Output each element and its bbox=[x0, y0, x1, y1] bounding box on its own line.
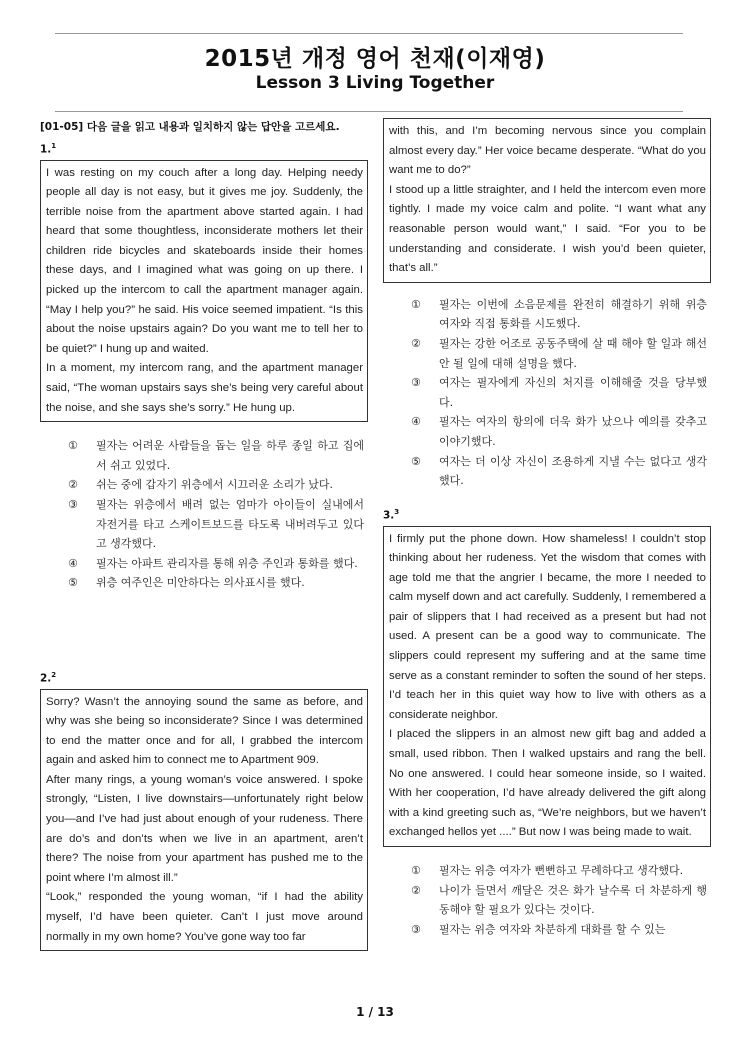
right-column bbox=[383, 118, 711, 491]
question-number: 3. bbox=[383, 509, 395, 522]
option-text: 필자는 위층에서 배려 없는 엄마가 아이들이 실내에서 자전거를 타고 스케이트보드를 타도록 내버려두고 있다고 생각했다. bbox=[96, 498, 364, 551]
option-text: 위층 여주인은 미안하다는 의사표시를 했다. bbox=[96, 576, 305, 590]
answer-option[interactable] bbox=[383, 295, 711, 334]
option-number: ③ bbox=[68, 498, 78, 511]
option-number: ② bbox=[411, 883, 421, 897]
question-number: 1. bbox=[40, 143, 52, 156]
question-1-options bbox=[40, 436, 368, 593]
option-text: 여자는 더 이상 자신이 조용하게 지낼 수는 없다고 생각했다. bbox=[439, 454, 707, 488]
passage-paragraph: I firmly put the phone down. How shameless! I couldn’t stop thinking about her rudeness. Yet the wisdom that comes with age told me that the angrier I became, the more I needed to calm myself down and act carefully. Suddenly, I remembered a pair of slippers that I had received as a present but had not used. A present can be a good way to communicate. The slippers could represent my suffering and at the same time serve as a constant reminder to soften the sound of her steps. I’d teach her in this quiet way how to live with others as a considerate neighbor. bbox=[389, 532, 706, 721]
question-2-passage bbox=[40, 689, 368, 952]
answer-option[interactable] bbox=[40, 475, 368, 495]
question-2-options bbox=[383, 295, 711, 491]
passage-paragraph: “Look,” responded the young woman, “if I had the ability myself, I’d have been quieter. Can’t I just move around normally in my own home? You’ve gone way too far bbox=[46, 891, 363, 943]
answer-option[interactable] bbox=[40, 573, 368, 593]
option-number: ① bbox=[411, 864, 421, 877]
answer-option[interactable] bbox=[383, 412, 711, 451]
option-text: 나이가 들면서 깨달은 것은 화가 날수록 더 차분하게 행동해야 할 필요가 있다는 것이다. bbox=[439, 883, 707, 917]
option-text: 필자는 아파트 관리자를 통해 위층 주인과 통화를 했다. bbox=[96, 556, 358, 570]
top-rule bbox=[55, 33, 683, 34]
page-number: 1 / 13 bbox=[356, 1005, 394, 1019]
passage-paragraph: I was resting on my couch after a long day. Helping needy people all day is not easy, but it gives me joy. Suddenly, the terrible noise from the apartment above started again. I had heard that some thoughtless, inconsiderate mothers let their children ride bicycles and skateboards inside their homes these days, and I imagined what was going on up there. I picked up the intercom to call the apartment manager again. “May I help you?” he said. His voice seemed impatient. “Is this about the noise upstairs again? Do you want me to tell her to be quiet?” I hung up and waited. bbox=[46, 166, 363, 355]
answer-option[interactable] bbox=[383, 881, 711, 920]
question-number: 2. bbox=[40, 672, 52, 685]
answer-option[interactable] bbox=[40, 436, 368, 475]
question-3-label bbox=[383, 503, 711, 526]
question-3-block bbox=[383, 503, 711, 939]
option-number: ② bbox=[68, 478, 78, 492]
answer-option[interactable] bbox=[40, 495, 368, 554]
passage-paragraph: Sorry? Wasn’t the annoying sound the same as before, and why was she being so inconsiderate? Since I was determined to end the matter once and for all, I grabbed the intercom again and asked him to connect me to Apartment 909. bbox=[46, 695, 363, 767]
option-number: ④ bbox=[68, 556, 78, 570]
page-title: 2015년 개정 영어 천재(이재영) bbox=[204, 46, 546, 72]
option-text: 쉬는 중에 갑자기 위층에서 시끄러운 소리가 났다. bbox=[96, 478, 333, 492]
answer-option[interactable] bbox=[383, 861, 711, 881]
option-text: 필자는 어려운 사람들을 돕는 일을 하루 종일 하고 집에서 쉬고 있었다. bbox=[96, 439, 364, 472]
option-number: ⑤ bbox=[68, 576, 78, 590]
option-text: 여자는 필자에게 자신의 처지를 이해해줄 것을 당부했다. bbox=[439, 376, 707, 409]
option-text: 필자는 이번에 소음문제를 완전히 해결하기 위해 위층 여자와 직접 통화를 시도했다. bbox=[439, 297, 707, 331]
footnote-mark: 1 bbox=[51, 142, 57, 150]
passage-paragraph: I stood up a little straighter, and I held the intercom even more tightly. I made my voice calm and polite. “I want what any reasonable person would want,” I said. “For you to be understanding and considerate. I wish you’d been quieter, that’s all.” bbox=[389, 183, 706, 275]
option-number: ④ bbox=[411, 415, 421, 429]
passage-paragraph: In a moment, my intercom rang, and the apartment manager said, “The woman upstairs says she’s being very careful about the noise, and she says she’s sorry.” He hung up. bbox=[46, 362, 363, 414]
option-number: ③ bbox=[411, 376, 421, 390]
question-1-passage bbox=[40, 160, 368, 423]
option-number: ① bbox=[68, 439, 78, 453]
option-number: ⑤ bbox=[411, 454, 421, 468]
option-text: 필자는 강한 어조로 공동주택에 살 때 해야 할 일과 해선 안 될 일에 대해 설명을 했다. bbox=[439, 336, 707, 370]
passage-paragraph: with this, and I’m becoming nervous since you complain almost every day.” Her voice became desperate. “What do you want me to do?” bbox=[389, 125, 706, 177]
option-text: 필자는 위층 여자가 뻔뻔하고 무례하다고 생각했다. bbox=[439, 864, 684, 877]
answer-option[interactable] bbox=[383, 334, 711, 373]
question-1-label bbox=[40, 137, 368, 160]
answer-option[interactable] bbox=[383, 920, 711, 940]
option-text: 필자는 위층 여자와 차분하게 대화를 할 수 있는 bbox=[439, 922, 666, 936]
answer-option[interactable] bbox=[383, 452, 711, 491]
lesson-subtitle: Lesson 3 Living Together bbox=[255, 73, 495, 93]
header-rule bbox=[55, 111, 683, 112]
passage-paragraph: I placed the slippers in an almost new gift bag and added a small, used ribbon. Then I walked upstairs and rang the bell. No one answered. I could hear someone inside, so I waited. With her cooperation, I’d have already delivered the gift along with a kind greeting such as, “We’re neighbors, but we haven’t exchanged hellos yet ....” But now I was being made to wait. bbox=[389, 728, 706, 839]
question-2-block bbox=[40, 666, 368, 951]
answer-option[interactable] bbox=[383, 373, 711, 412]
question-3-passage bbox=[383, 526, 711, 848]
question-3-options bbox=[383, 861, 711, 939]
left-column bbox=[40, 118, 368, 593]
question-2-passage-continued bbox=[383, 118, 711, 283]
option-number: ① bbox=[411, 297, 421, 311]
answer-option[interactable] bbox=[40, 554, 368, 574]
option-number: ③ bbox=[411, 922, 421, 936]
footnote-mark: 2 bbox=[51, 671, 57, 679]
option-number: ② bbox=[411, 336, 421, 350]
instruction: [01-05] 다음 글을 읽고 내용과 일치하지 않는 답안을 고르세요. bbox=[40, 121, 340, 133]
question-2-label bbox=[40, 666, 368, 689]
passage-paragraph: After many rings, a young woman’s voice answered. I spoke strongly, “Listen, I live downstairs—unfortunately right below you—and I’ve had just about enough of your rudeness. There are do’s and don’ts when we live in an apartment, aren’t there? The noise from your apartment has pushed me to the point where I’m almost ill.” bbox=[46, 773, 363, 884]
footnote-mark: 3 bbox=[394, 508, 400, 516]
option-text: 필자는 여자의 항의에 더욱 화가 났으나 예의를 갖추고 이야기했다. bbox=[439, 415, 707, 448]
